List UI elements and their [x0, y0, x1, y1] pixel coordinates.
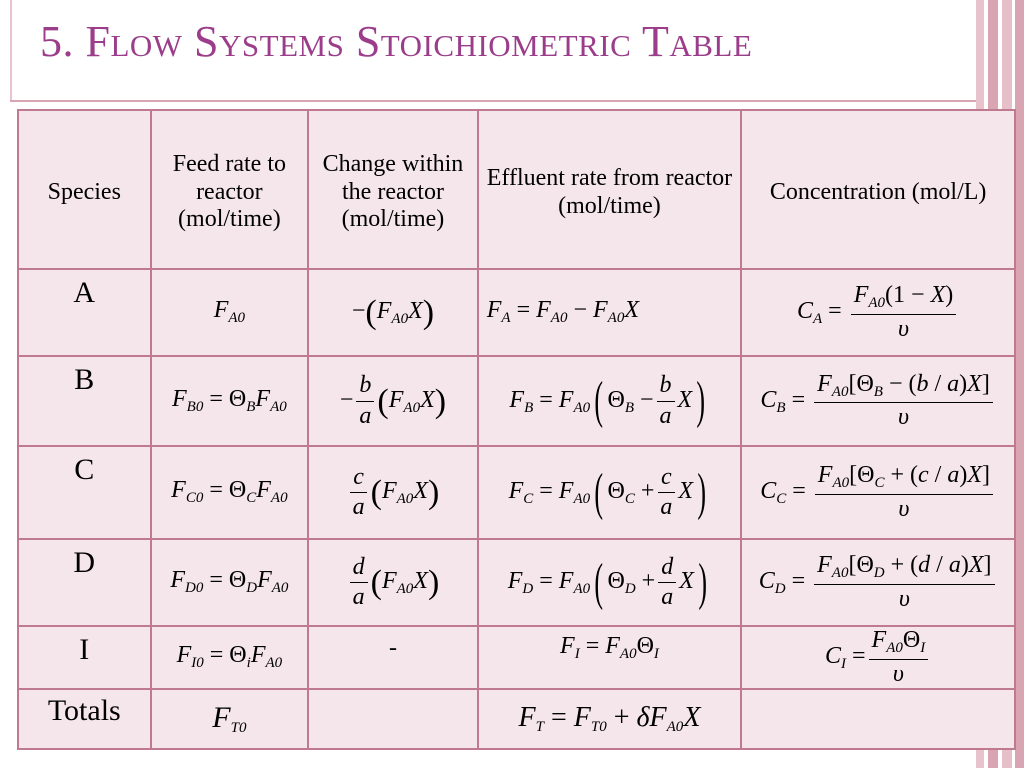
concentration-d: $C_D$ = $\frac{F_{A0}[\Theta_D + (d / a)X]}{\upsilon}$ — [741, 539, 1015, 626]
table-row-b — [18, 356, 1015, 446]
species-b: B — [18, 356, 151, 446]
header-species: Species — [18, 110, 151, 269]
feed-b: $F_{B0} = \Theta_BF_{A0}$ — [151, 356, 309, 446]
header-feed-rate: Feed rate to reactor (mol/time) — [151, 110, 309, 269]
change-a: $-(F_{A0}X)$ — [308, 269, 478, 356]
feed-i: $F_{I0} = \Theta_iF_{A0}$ — [151, 626, 309, 689]
header-row — [18, 110, 1015, 269]
stoichiometric-table — [17, 109, 1016, 750]
slide-title: 5. Flow Systems Stoichiometric Table — [40, 17, 753, 66]
feed-totals: $F_{T0}$ — [151, 689, 309, 749]
feed-c: $F_{C0} = \Theta_CF_{A0}$ — [151, 446, 309, 539]
table-row-totals — [18, 689, 1015, 749]
change-c: $\frac{c}{a}$ $(F_{A0}X)$ — [308, 446, 478, 539]
feed-a: $F_{A0}$ — [151, 269, 309, 356]
species-c: C — [18, 446, 151, 539]
header-effluent-rate: Effluent rate from reactor (mol/time) — [478, 110, 742, 269]
effluent-c: $F_C = F_{A0}$( $\Theta_C$ + $\frac{c}{a}$ X) — [478, 446, 742, 539]
concentration-c: $C_C$ = $\frac{F_{A0}[\Theta_C + (c / a)X]}{\upsilon}$ — [741, 446, 1015, 539]
concentration-b: $C_B$ = $\frac{F_{A0}[\Theta_B - (b / a)X]}{\upsilon}$ — [741, 356, 1015, 446]
change-i: - — [308, 626, 478, 689]
title-divider — [10, 100, 976, 102]
header-concentration: Concentration (mol/L) — [741, 110, 1015, 269]
table-row-a — [18, 269, 1015, 356]
species-d: D — [18, 539, 151, 626]
effluent-i: $F_I = F_{A0}\Theta_I$ — [478, 626, 742, 689]
table-row-i — [18, 626, 1015, 689]
effluent-d: $F_D = F_{A0}$( $\Theta_D$ + $\frac{d}{a}$ X) — [478, 539, 742, 626]
feed-d: $F_{D0} = \Theta_DF_{A0}$ — [151, 539, 309, 626]
effluent-a: $F_A = F_{A0} - F_{A0}X$ — [478, 269, 742, 356]
change-totals — [308, 689, 478, 749]
change-b: − $\frac{b}{a}$ $(F_{A0}X)$ — [308, 356, 478, 446]
concentration-a: $C_A$ = $\frac{F_{A0}(1 - X)}{\upsilon}$ — [741, 269, 1015, 356]
header-change: Change within the reactor (mol/time) — [308, 110, 478, 269]
table-row-d — [18, 539, 1015, 626]
effluent-totals: $F_T = F_{T0} + \delta F_{A0}X$ — [478, 689, 742, 749]
decor-stripe — [1015, 0, 1024, 768]
decor-rule — [10, 0, 12, 100]
species-a: A — [18, 269, 151, 356]
concentration-totals — [741, 689, 1015, 749]
table-row-c — [18, 446, 1015, 539]
effluent-b: $F_B = F_{A0}$( $\Theta_B$ − $\frac{b}{a}$ X) — [478, 356, 742, 446]
species-totals: Totals — [18, 689, 151, 749]
concentration-i: $C_I$ = $\frac{F_{A0}\Theta_I}{\upsilon}$ — [741, 626, 1015, 689]
change-d: $\frac{d}{a}$ $(F_{A0}X)$ — [308, 539, 478, 626]
species-i: I — [18, 626, 151, 689]
